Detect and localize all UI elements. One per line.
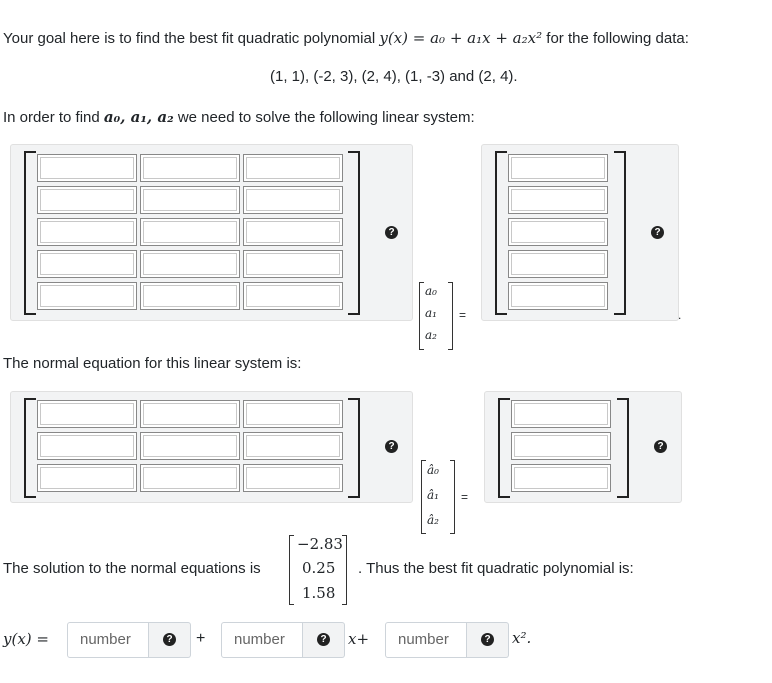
intro-formula: y(x) = a₀ + a₁x + a₂x² [379, 29, 543, 47]
answer-lhs: y(x) = [3, 630, 49, 648]
matrix-a-cell[interactable] [140, 282, 240, 310]
matrix-a-cell[interactable] [243, 218, 343, 246]
help-icon[interactable]: ? [385, 440, 398, 453]
vector-right-bracket [617, 398, 629, 498]
matrix-a-cell[interactable] [243, 250, 343, 278]
intro-line [3, 28, 689, 49]
vector-entry: a₁ [425, 306, 437, 320]
coefficient-a2-input[interactable]: number [385, 622, 467, 658]
vector-b-left-bracket [495, 151, 507, 315]
matrix-left-bracket [24, 398, 36, 498]
help-icon[interactable]: ? [385, 226, 398, 239]
vector-entry: â₀ [427, 463, 439, 477]
intro-text-after: for the following data: [546, 30, 689, 47]
vector-right-bracket [448, 282, 453, 350]
normal-matrix-cell[interactable] [140, 432, 240, 460]
matrix-a-cell[interactable] [37, 282, 137, 310]
intro-text-before: Your goal here is to find the best fit quadratic polynomial [3, 30, 376, 47]
normal-vector-cell[interactable] [511, 432, 611, 460]
equals-sign: = [461, 490, 469, 504]
normal-matrix-cell[interactable] [243, 400, 343, 428]
vector-b-cell[interactable] [508, 154, 608, 182]
plus-sign: + [196, 630, 206, 647]
coefficient-a0-input[interactable]: number [67, 622, 149, 658]
vector-entry: â₁ [427, 488, 439, 502]
x-plus: x+ [348, 630, 370, 648]
vector-right-bracket [450, 460, 455, 534]
vector-b-cell[interactable] [508, 250, 608, 278]
normal-matrix-cell[interactable] [37, 400, 137, 428]
matrix-a-cell[interactable] [37, 250, 137, 278]
solution-value: 0.25 [302, 559, 336, 577]
linear-system-label: In order to find a₀, a₁, a₂ we need to solve the following linear system: [3, 108, 475, 126]
vector-entry: a₂ [425, 328, 437, 342]
solution-label: The solution to the normal equations is [3, 560, 261, 577]
normal-matrix-cell[interactable] [243, 432, 343, 460]
vector-b-cell[interactable] [508, 218, 608, 246]
equals-sign: = [459, 308, 467, 322]
normal-matrix-cell[interactable] [37, 432, 137, 460]
end-dot: . [678, 308, 682, 322]
vector-left-bracket [419, 282, 424, 350]
normal-equation-label: The normal equation for this linear system is: [3, 355, 302, 372]
vector-left-bracket [421, 460, 426, 534]
matrix-a-cell[interactable] [140, 154, 240, 182]
solution-label-after: . Thus the best fit quadratic polynomial is: [358, 560, 634, 577]
normal-matrix-cell[interactable] [37, 464, 137, 492]
matrix-left-bracket [24, 151, 36, 315]
vector-left-bracket [498, 398, 510, 498]
help-icon[interactable]: ? [651, 226, 664, 239]
vector-entry: â₂ [427, 513, 439, 527]
help-icon[interactable]: ? [654, 440, 667, 453]
matrix-a-cell[interactable] [140, 218, 240, 246]
vector-b-cell[interactable] [508, 282, 608, 310]
normal-matrix-cell[interactable] [140, 464, 240, 492]
matrix-a-cell[interactable] [243, 282, 343, 310]
matrix-a-cell[interactable] [140, 186, 240, 214]
matrix-a-cell[interactable] [37, 186, 137, 214]
normal-vector-cell[interactable] [511, 464, 611, 492]
vector-b-right-bracket [614, 151, 626, 315]
normal-matrix-cell[interactable] [243, 464, 343, 492]
help-icon[interactable]: ? [163, 633, 176, 646]
solution-value: −2.83 [297, 535, 343, 553]
solution-value: 1.58 [302, 584, 336, 602]
help-icon[interactable]: ? [317, 633, 330, 646]
unknowns: a₀, a₁, a₂ [103, 108, 174, 126]
solution-left-bracket [289, 535, 294, 605]
data-points: (1, 1), (-2, 3), (2, 4), (1, -3) and (2, 4). [270, 68, 518, 85]
normal-matrix-cell[interactable] [140, 400, 240, 428]
matrix-right-bracket [348, 151, 360, 315]
normal-vector-cell[interactable] [511, 400, 611, 428]
x-squared: x². [512, 629, 532, 647]
matrix-a-cell[interactable] [37, 218, 137, 246]
help-icon[interactable]: ? [481, 633, 494, 646]
coefficient-a0-help [149, 622, 191, 658]
matrix-a-cell[interactable] [37, 154, 137, 182]
matrix-a-cell[interactable] [140, 250, 240, 278]
vector-b-cell[interactable] [508, 186, 608, 214]
matrix-a-cell[interactable] [243, 154, 343, 182]
coefficient-a2-help [467, 622, 509, 658]
matrix-right-bracket [348, 398, 360, 498]
coefficient-a1-input[interactable]: number [221, 622, 303, 658]
vector-entry: a₀ [425, 284, 437, 298]
matrix-a-cell[interactable] [243, 186, 343, 214]
coefficient-a1-help [303, 622, 345, 658]
